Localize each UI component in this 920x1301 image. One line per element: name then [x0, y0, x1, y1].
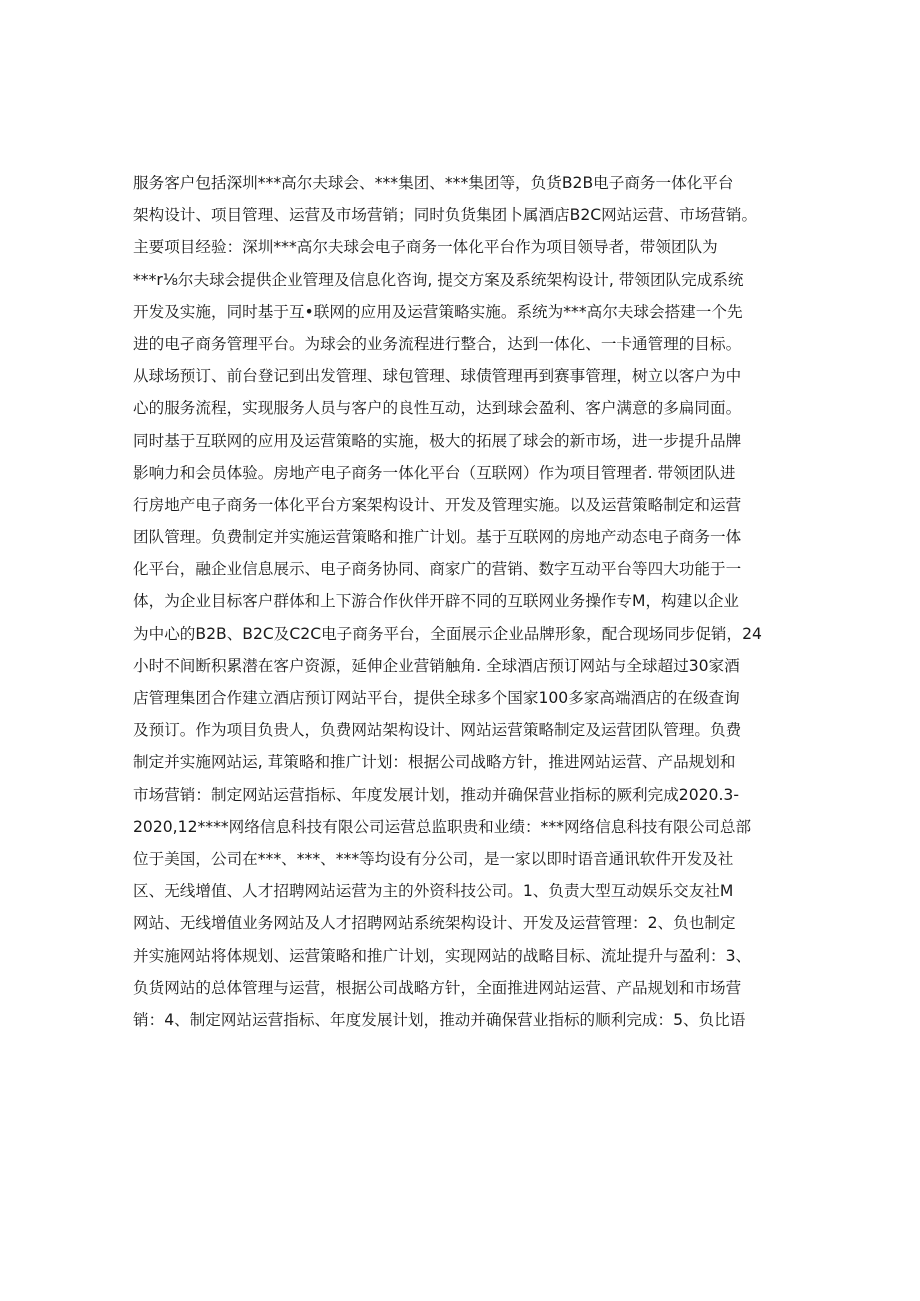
text-line-20: 市场营销：制定网站运营指标、年度发展计划，推动并确保营业指标的厥利完成2020.3-	[133, 785, 739, 804]
text-line-23: 区、无线增值、人才招聘网站运营为主的外资科技公司。1、负责大型互动娱乐交友社M	[133, 882, 734, 901]
text-line-21: 2020,12****网络信息科技有限公司运营总监职贵和业绩：***网络信息科技有限公司总部	[133, 817, 752, 836]
text-line-24: 网站、无线增值业务网站及人才招聘网站系统架构设计、开发及运营管理：2、负也制定	[133, 914, 736, 933]
text-line-6: 进的电孑商务管理平台。为球会的业务流程进行整合，达到一体化、一卡通管理的目标。	[133, 334, 742, 353]
text-line-3: 主要项目经验：深圳***高尔夫球会电子商务一体化平台作为项目领导者，带领团队为	[133, 238, 718, 257]
text-line-8: 心的服务流程，实现服务人员与客户的良性互动，达到球会盈利、客户满意的多扁同面。	[133, 399, 742, 418]
text-line-19: 制定并实施网站运, 茸策略和推广计划：根据公司战略方针，推进网站运营、产品规划和	[133, 753, 736, 772]
text-line-14: 体，为企业目标客户群体和上下游合作伙伴开辟不同的互联网业务操作专M，构建以企业	[133, 592, 740, 611]
text-line-2: 架构设计、项目管理、运营及市场营销；同时负货集团卜属酒店B2C网站运营、市场营销。	[133, 206, 758, 225]
text-line-18: 及预订。作为项目负贵人，负费网站架构设计、网站运营策略制定及运营团队管理。负费	[133, 721, 742, 740]
body-text	[133, 167, 793, 1036]
text-line-9: 同时基于互联网的应用及运营策略的实施，极大的拓展了球会的新市场，进一步提升品牌	[133, 431, 742, 450]
text-line-15: 为中心的B2B、B2C及C2C电子商务平台，全面展示企业品牌形象，配合现场同步促销，24	[133, 624, 762, 643]
text-line-12: 团队管理。负费制定并实施运营策略和推广计划。基于互联网的房地产动态电子商务一体	[133, 528, 742, 547]
text-line-1: 服务客户包括深圳***高尔夫球会、***集团、***集团等，负货B2B电子商务一体化平台	[133, 174, 734, 192]
text-line-5: 开发及实施，同时基于互•联网的应用及运营策略实施。系统为***高尔夫球会搭建一个先	[133, 302, 743, 321]
text-line-16: 小时不间断积累潜在客户资源，延伸企业营销触角. 全球酒店预订网站与全球超过30家酒	[133, 656, 740, 675]
text-line-11: 行房地产电子商务一体化平台方案架构设计、开发及管理实施。以及运营策略制定和运营	[133, 495, 742, 514]
text-line-17: 店管理集团合作建立酒店预订网站平台，提供全球多个国家100多家高端酒店的在级查询	[133, 689, 740, 707]
text-line-4: ***r⅛尔夫球会提供企业管理及信息化咨询, 提交方案及系统架构设计, 带领团队完成系统	[133, 270, 744, 289]
text-line-10: 影响力和会员体验。房地产电子商务一体化平台（互联网）作为项目管理者. 带领团队进	[133, 463, 736, 482]
text-line-7: 从球场预订、前台登记到出发管理、球包管理、球债管理再到赛事管理，树立以客户为中	[133, 367, 742, 386]
text-line-13: 化平台，融企业信息展示、电子商务协同、商家广的营销、数字互动平台等四大功能于一	[133, 560, 742, 579]
text-line-26: 负货网站的总体管理与运营，根据公司战略方针，全面推进网站运营、产品规划和市场营	[133, 978, 742, 997]
text-line-22: 位于美国，公司在***、***、***等均设有分公司，是一家以即时语音通讯软件开发及社	[133, 849, 734, 868]
text-line-27: 销：4、制定网站运营指标、年度发展计划，推动并确保营业指标的顺利完成：5、负比语	[133, 1010, 746, 1029]
text-line-25: 并实施网站将体规划、运营策略和推广计划，实现网站的战略目标、流址提升与盈利：3、	[133, 946, 752, 965]
